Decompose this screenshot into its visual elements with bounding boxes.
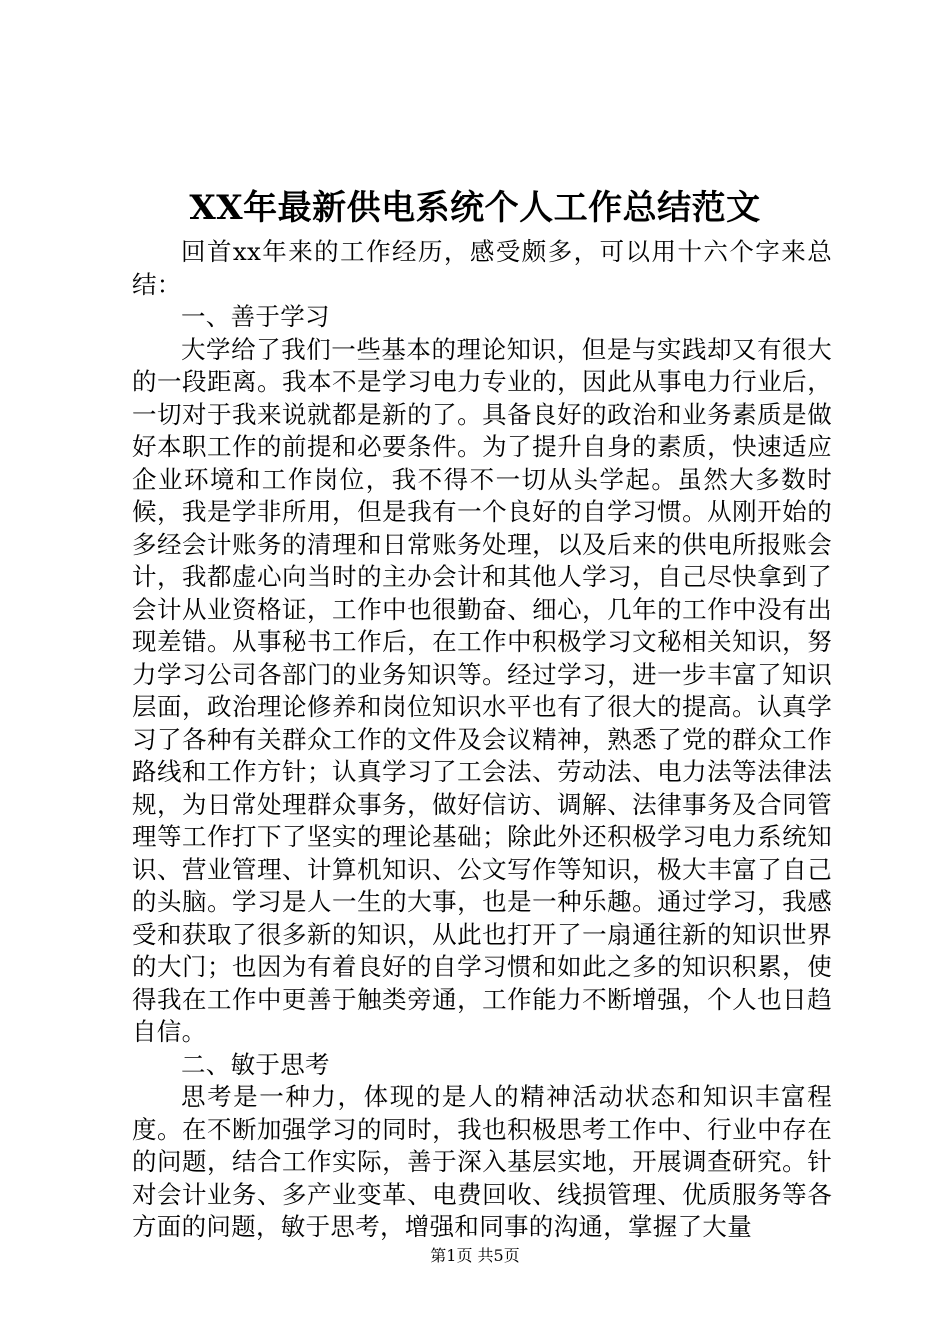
page-footer: 第1页 共5页	[430, 1246, 520, 1265]
intro-paragraph: 回首xx年来的工作经历，感受颇多，可以用十六个字来总结：	[132, 237, 832, 299]
document-title: XX年最新供电系统个人工作总结范文	[189, 188, 761, 228]
section-heading-thinking: 二、敏于思考	[181, 1049, 330, 1079]
learning-paragraph: 大学给了我们一些基本的理论知识，但是与实践却又有很大的一段距离。我本不是学习电力专业的，因此从事电力行业后，一切对于我来说就都是新的了。具备良好的政治和业务素质是做好本职工作的前提和必要条件。为了提升自身的素质，快速适应企业环境和工作岗位，我不得不一切从头学起。虽然大多数时候，我是学非所用，但是我有一个良好的自学习惯。从刚开始的多经会计账务的清理和日常账务处理，以及后来的供电所报账会计，我都虚心向当时的主办会计和其他人学习，自己尽快拿到了会计从业资格证，工作中也很勤奋、细心，几年的工作中没有出现差错。从事秘书工作后，在工作中积极学习文秘相关知识，努力学习公司各部门的业务知识等。经过学习，进一步丰富了知识层面，政治理论修养和岗位知识水平也有了很大的提高。认真学习了各种有关群众工作的文件及会议精神，熟悉了党的群众工作路线和工作方针；认真学习了工会法、劳动法、电力法等法律法规，为日常处理群众事务，做好信访、调解、法律事务及合同管理等工作打下了坚实的理论基础；除此外还积极学习电力系统知识、营业管理、计算机知识、公文写作等知识，极大丰富了自己的头脑。学习是人一生的大事，也是一种乐趣。通过学习，我感受和获取了很多新的知识，从此也打开了一扇通往新的知识世界的大门；也因为有着良好的自学习惯和如此之多的知识积累，使得我在工作中更善于触类旁通，工作能力不断增强，个人也日趋自信。	[132, 334, 832, 1046]
thinking-paragraph: 思考是一种力，体现的是人的精神活动状态和知识丰富程度。在不断加强学习的同时，我也积极思考工作中、行业中存在的问题，结合工作实际，善于深入基层实地，开展调查研究。针对会计业务、多产业变革、电费回收、线损管理、优质服务等各方面的问题，敏于思考，增强和同事的沟通，掌握了大量	[132, 1082, 832, 1241]
section-heading-learning: 一、善于学习	[181, 302, 330, 331]
document-body	[132, 236, 832, 1244]
